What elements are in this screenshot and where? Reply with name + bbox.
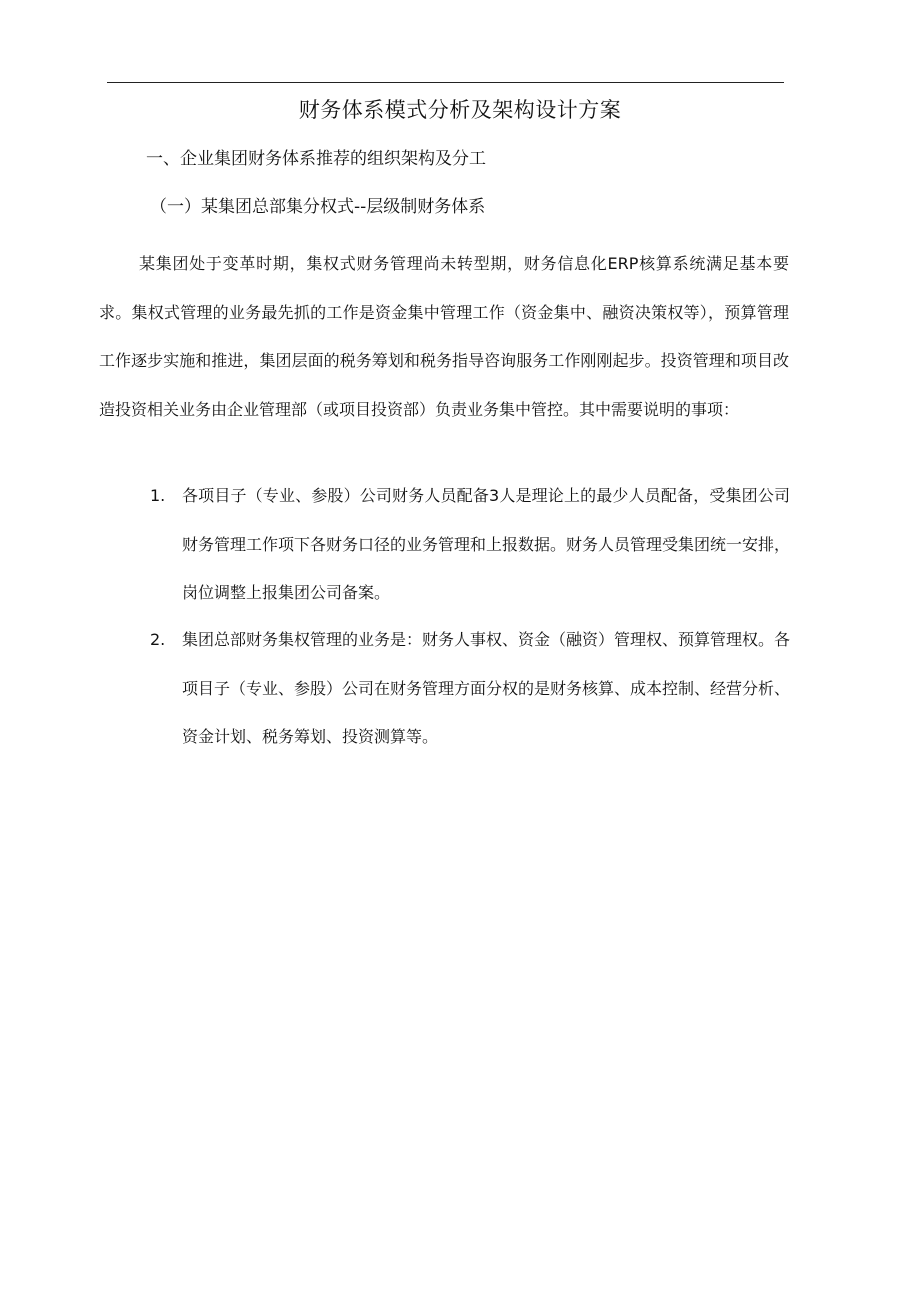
header-rule <box>107 82 784 83</box>
subsection-heading: （一）某集团总部集分权式--层级制财务体系 <box>150 197 486 217</box>
list-item-number: 2. <box>150 630 166 649</box>
list-item-text: 各项目子（专业、参股）公司财务人员配备3人是理论上的最少人员配备，受集团公司财务管理工作项下各财务口径的业务管理和上报数据。财务人员管理受集团统一安排，岗位调整上报集团公司备案。 <box>182 486 791 602</box>
list-item-text: 集团总部财务集权管理的业务是：财务人事权、资金（融资）管理权、预算管理权。各项目子（专业、参股）公司在财务管理方面分权的是财务核算、成本控制、经营分析、资金计划、税务筹划、投资测算等。 <box>182 630 791 746</box>
document-title: 财务体系模式分析及架构设计方案 <box>298 98 622 122</box>
list-item <box>150 616 790 762</box>
body-paragraph: 某集团处于变革时期，集权式财务管理尚未转型期，财务信息化ERP核算系统满足基本要求。集权式管理的业务最先抓的工作是资金集中管理工作（资金集中、融资决策权等），预算管理工作逐步实施和推进，集团层面的税务筹划和税务指导咨询服务工作刚刚起步。投资管理和项目改造投资相关业务由企业管理部（或项目投资部）负责业务集中管控。其中需要说明的事项： <box>99 254 789 419</box>
section-heading: 一、企业集团财务体系推荐的组织架构及分工 <box>146 149 486 169</box>
list-item <box>150 472 790 618</box>
list-item-number: 1. <box>150 486 166 505</box>
